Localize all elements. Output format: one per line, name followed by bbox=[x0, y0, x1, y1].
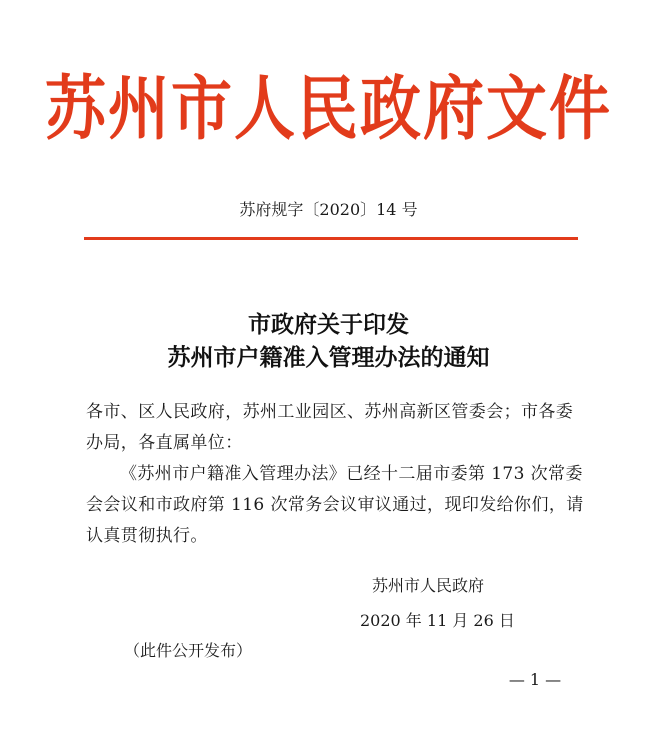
document-number: 苏府规字〔2020〕14 号 bbox=[239, 200, 418, 219]
publication-note: （此件公开发布） bbox=[124, 641, 253, 660]
notice-title-line-1: 市政府关于印发 bbox=[248, 311, 409, 338]
document-header-title: 苏州市人民政府文件 bbox=[44, 68, 612, 150]
addressee-text: 各市、区人民政府，苏州工业园区、苏州高新区管委会；市各委办局，各直属单位： bbox=[86, 402, 574, 453]
body-paragraph: 《苏州市户籍准入管理办法》已经十二届市委第 173 次常委会会议和市政府第 116 次常务会议审议通过，现印发给你们，请认真贯彻执行。 bbox=[86, 464, 584, 546]
signature-organization: 苏州市人民政府 bbox=[372, 576, 485, 595]
signature-block bbox=[360, 574, 560, 633]
notice-title bbox=[0, 308, 657, 374]
page-number: — 1 — bbox=[508, 670, 562, 689]
notice-title-line-2: 苏州市户籍准入管理办法的通知 bbox=[167, 344, 490, 371]
red-divider-line bbox=[84, 237, 578, 240]
signature-date: 2020 年 11 月 26 日 bbox=[360, 611, 515, 630]
